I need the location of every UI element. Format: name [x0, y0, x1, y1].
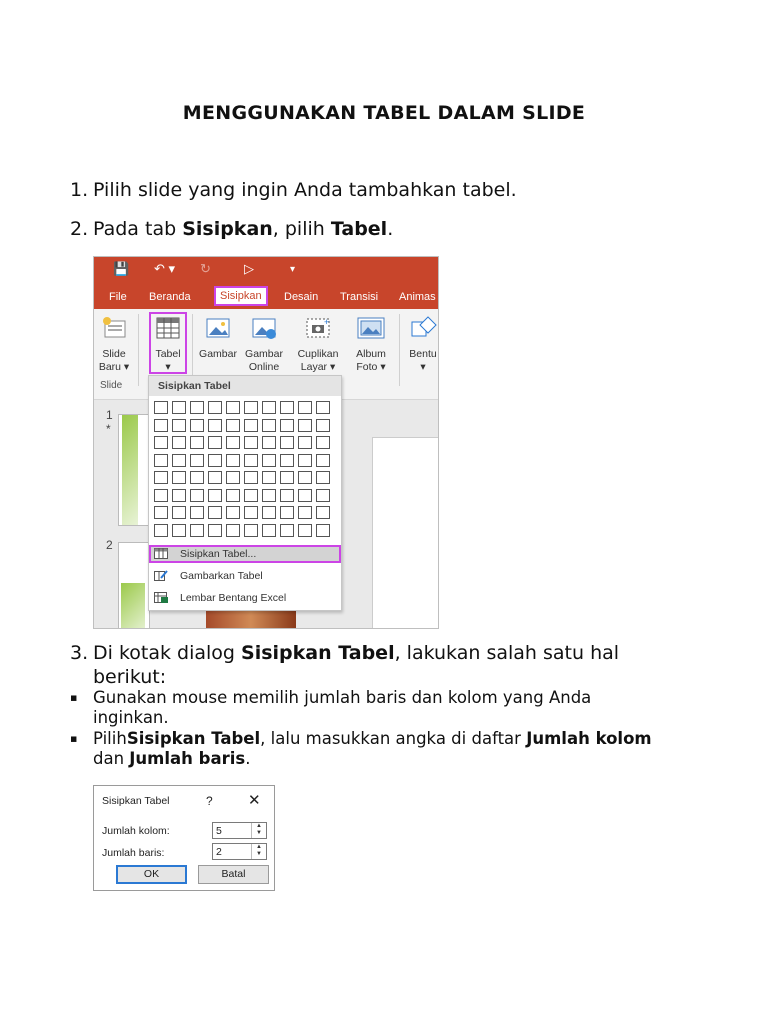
ribbon-separator	[138, 314, 139, 386]
shapes-button[interactable]: Bentu ▾	[403, 315, 439, 374]
table-grid-cell[interactable]	[190, 524, 204, 537]
slide-thumbnail[interactable]	[118, 542, 150, 629]
spinner-arrows-icon[interactable]: ▲ ▼	[251, 844, 266, 859]
draw-table-icon	[154, 570, 168, 581]
table-grid-cell[interactable]	[208, 506, 222, 519]
table-grid-cell[interactable]	[316, 419, 330, 432]
tab-file[interactable]: File	[109, 291, 127, 303]
table-grid-cell[interactable]	[226, 471, 240, 484]
table-grid-cell[interactable]	[172, 419, 186, 432]
dropdown-header: Sisipkan Tabel	[149, 376, 341, 396]
step-number: 2.	[70, 218, 89, 240]
page-title: MENGGUNAKAN TABEL DALAM SLIDE	[182, 102, 586, 124]
table-grid-cell[interactable]	[226, 401, 240, 414]
slide-number: 1	[106, 408, 113, 422]
insert-table-dropdown	[148, 375, 342, 611]
screenshot-icon	[304, 315, 332, 341]
table-grid-cell[interactable]	[244, 471, 258, 484]
step-number: 3.	[70, 642, 89, 664]
table-grid-cell[interactable]	[172, 471, 186, 484]
table-grid-cell[interactable]	[226, 506, 240, 519]
table-grid-cell[interactable]	[298, 454, 312, 467]
table-grid-cell[interactable]	[190, 489, 204, 502]
online-picture-icon	[250, 315, 278, 341]
bullet-mark: ▪	[70, 732, 78, 745]
tab-animasi[interactable]: Animas	[399, 291, 436, 303]
ribbon-screenshot	[93, 256, 439, 629]
picture-button[interactable]: Gambar	[196, 315, 240, 361]
table-grid-cell[interactable]	[262, 524, 276, 537]
table-grid-cell[interactable]	[172, 489, 186, 502]
table-grid-cell[interactable]	[280, 436, 294, 449]
step-number: 1.	[70, 179, 89, 201]
table-grid-cell[interactable]	[244, 506, 258, 519]
table-grid-cell[interactable]	[226, 454, 240, 467]
table-grid-cell[interactable]	[280, 419, 294, 432]
table-grid-cell[interactable]	[244, 419, 258, 432]
new-slide-icon	[101, 315, 127, 341]
table-grid-cell[interactable]	[316, 471, 330, 484]
slide-thumbnail[interactable]	[118, 414, 150, 526]
table-grid-cell[interactable]	[208, 419, 222, 432]
help-icon[interactable]: ?	[206, 794, 213, 808]
screenshot-button[interactable]: + Cuplikan Layar ▾	[297, 317, 339, 373]
table-grid-cell[interactable]	[190, 506, 204, 519]
table-grid-cell[interactable]	[298, 401, 312, 414]
picture-icon	[204, 315, 232, 341]
columns-spinner[interactable]	[212, 822, 267, 839]
table-grid-cell[interactable]	[154, 436, 168, 449]
table-grid-cell[interactable]	[172, 506, 186, 519]
bullet-text: PilihSisipkan Tabel, lalu masukkan angka di daftar Jumlah kolom dan Jumlah baris.	[93, 729, 652, 768]
new-slide-button[interactable]: Slide Baru ▾	[98, 315, 130, 374]
step-text: Pilih slide yang ingin Anda tambahkan tabel.	[93, 179, 517, 201]
step-1	[70, 178, 663, 202]
table-grid-cell[interactable]	[316, 401, 330, 414]
table-grid-cell[interactable]	[316, 436, 330, 449]
online-picture-button[interactable]: Gambar Online	[242, 315, 286, 374]
table-grid-cell[interactable]	[190, 419, 204, 432]
table-grid-cell[interactable]	[244, 489, 258, 502]
table-icon	[154, 548, 168, 559]
table-grid-cell[interactable]	[244, 524, 258, 537]
columns-value[interactable]: 5	[216, 825, 222, 837]
step-3	[70, 641, 663, 689]
table-grid-cell[interactable]	[244, 401, 258, 414]
table-grid-cell[interactable]	[226, 419, 240, 432]
slide-star: *	[106, 422, 111, 436]
tab-desain[interactable]: Desain	[284, 291, 319, 303]
ribbon-tabs	[94, 284, 438, 309]
table-grid-cell[interactable]	[154, 524, 168, 537]
table-grid-cell[interactable]	[154, 454, 168, 467]
step-text: Di kotak dialog Sisipkan Tabel, lakukan salah satu hal berikut:	[93, 642, 620, 688]
table-grid-cell[interactable]	[244, 454, 258, 467]
table-grid-cell[interactable]	[154, 506, 168, 519]
rows-spinner[interactable]	[212, 843, 267, 860]
dialog-title: Sisipkan Tabel	[102, 795, 170, 807]
insert-table-dialog	[93, 785, 275, 891]
table-grid-cell[interactable]	[316, 524, 330, 537]
table-grid-cell[interactable]	[280, 524, 294, 537]
table-grid-cell[interactable]	[316, 454, 330, 467]
table-grid-cell[interactable]	[280, 506, 294, 519]
table-grid-cell[interactable]	[262, 506, 276, 519]
step-2	[70, 217, 663, 241]
table-grid-cell[interactable]	[154, 419, 168, 432]
table-grid-cell[interactable]	[208, 471, 222, 484]
svg-text:+: +	[324, 317, 330, 327]
slide-number: 2	[106, 538, 113, 552]
table-grid-cell[interactable]	[190, 471, 204, 484]
photo-album-button[interactable]: Album Foto ▾	[348, 315, 394, 374]
table-grid-cell[interactable]	[154, 401, 168, 414]
table-grid-cell[interactable]	[226, 489, 240, 502]
table-grid-cell[interactable]	[190, 436, 204, 449]
table-grid-cell[interactable]	[208, 454, 222, 467]
table-grid-cell[interactable]	[280, 454, 294, 467]
group-label: Slide	[100, 380, 123, 391]
table-grid-cell[interactable]	[190, 454, 204, 467]
table-grid-cell[interactable]	[208, 489, 222, 502]
table-grid-cell[interactable]	[226, 436, 240, 449]
save-icon[interactable]: 💾	[113, 261, 130, 276]
table-grid-cell[interactable]	[298, 436, 312, 449]
excel-spreadsheet-item[interactable]: Lembar Bentang Excel	[149, 589, 341, 607]
photo-album-icon	[356, 315, 386, 341]
table-grid-cell[interactable]	[298, 506, 312, 519]
table-grid-cell[interactable]	[208, 436, 222, 449]
table-grid-cell[interactable]	[262, 401, 276, 414]
quick-access-toolbar	[94, 257, 438, 284]
insert-table-item[interactable]: Sisipkan Tabel...	[149, 545, 341, 563]
tab-beranda[interactable]: Beranda	[149, 291, 191, 303]
table-grid-cell[interactable]	[316, 489, 330, 502]
redo-icon[interactable]: ↻	[200, 261, 211, 276]
slide-image	[206, 609, 296, 628]
table-grid-cell[interactable]	[262, 454, 276, 467]
ok-button[interactable]: OK	[116, 865, 187, 884]
table-grid-cell[interactable]	[154, 489, 168, 502]
table-button[interactable]: Tabel ▾	[149, 315, 187, 374]
table-grid-cell[interactable]	[298, 419, 312, 432]
bullet-text: Gunakan mouse memilih jumlah baris dan kolom yang Anda inginkan.	[93, 688, 592, 727]
ribbon-separator	[399, 314, 400, 386]
table-grid-cell[interactable]	[208, 401, 222, 414]
table-grid-cell[interactable]	[172, 436, 186, 449]
rows-value[interactable]: 2	[216, 846, 222, 858]
table-highlight	[149, 312, 187, 374]
table-grid-cell[interactable]	[262, 436, 276, 449]
table-grid-cell[interactable]	[316, 506, 330, 519]
close-icon[interactable]: ✕	[248, 792, 261, 809]
table-grid-cell[interactable]	[262, 489, 276, 502]
table-grid-cell[interactable]	[262, 471, 276, 484]
excel-icon	[154, 592, 168, 603]
spinner-arrows-icon[interactable]: ▲ ▼	[251, 823, 266, 838]
cancel-button[interactable]: Batal	[198, 865, 269, 884]
undo-icon[interactable]: ↶ ▾	[154, 261, 176, 276]
table-grid-cell[interactable]	[244, 436, 258, 449]
table-grid-cell[interactable]	[298, 524, 312, 537]
step-text: Pada tab Sisipkan, pilih Tabel.	[93, 218, 394, 240]
table-grid-cell[interactable]	[172, 524, 186, 537]
table-grid-cell[interactable]	[262, 419, 276, 432]
draw-table-item[interactable]: Gambarkan Tabel	[149, 567, 341, 585]
table-grid-cell[interactable]	[298, 489, 312, 502]
table-grid-cell[interactable]	[172, 454, 186, 467]
rows-label: Jumlah baris:	[102, 847, 165, 859]
slideshow-icon[interactable]: ▷	[244, 261, 254, 276]
table-grid-cell[interactable]	[280, 471, 294, 484]
slide-canvas[interactable]	[372, 437, 439, 629]
table-grid-cell[interactable]	[226, 524, 240, 537]
table-grid-cell[interactable]	[208, 524, 222, 537]
tab-transisi[interactable]: Transisi	[340, 291, 379, 303]
table-grid-cell[interactable]	[280, 489, 294, 502]
customize-icon[interactable]: ▾	[290, 264, 296, 275]
table-grid-cell[interactable]	[154, 471, 168, 484]
table-grid-cell[interactable]	[298, 471, 312, 484]
table-grid-cell[interactable]	[190, 401, 204, 414]
bullet-mark: ▪	[70, 691, 78, 704]
table-grid-cell[interactable]	[280, 401, 294, 414]
shapes-icon	[409, 315, 437, 341]
tab-sisipkan[interactable]: Sisipkan	[215, 287, 267, 305]
columns-label: Jumlah kolom:	[102, 825, 170, 837]
table-grid-cell[interactable]	[172, 401, 186, 414]
